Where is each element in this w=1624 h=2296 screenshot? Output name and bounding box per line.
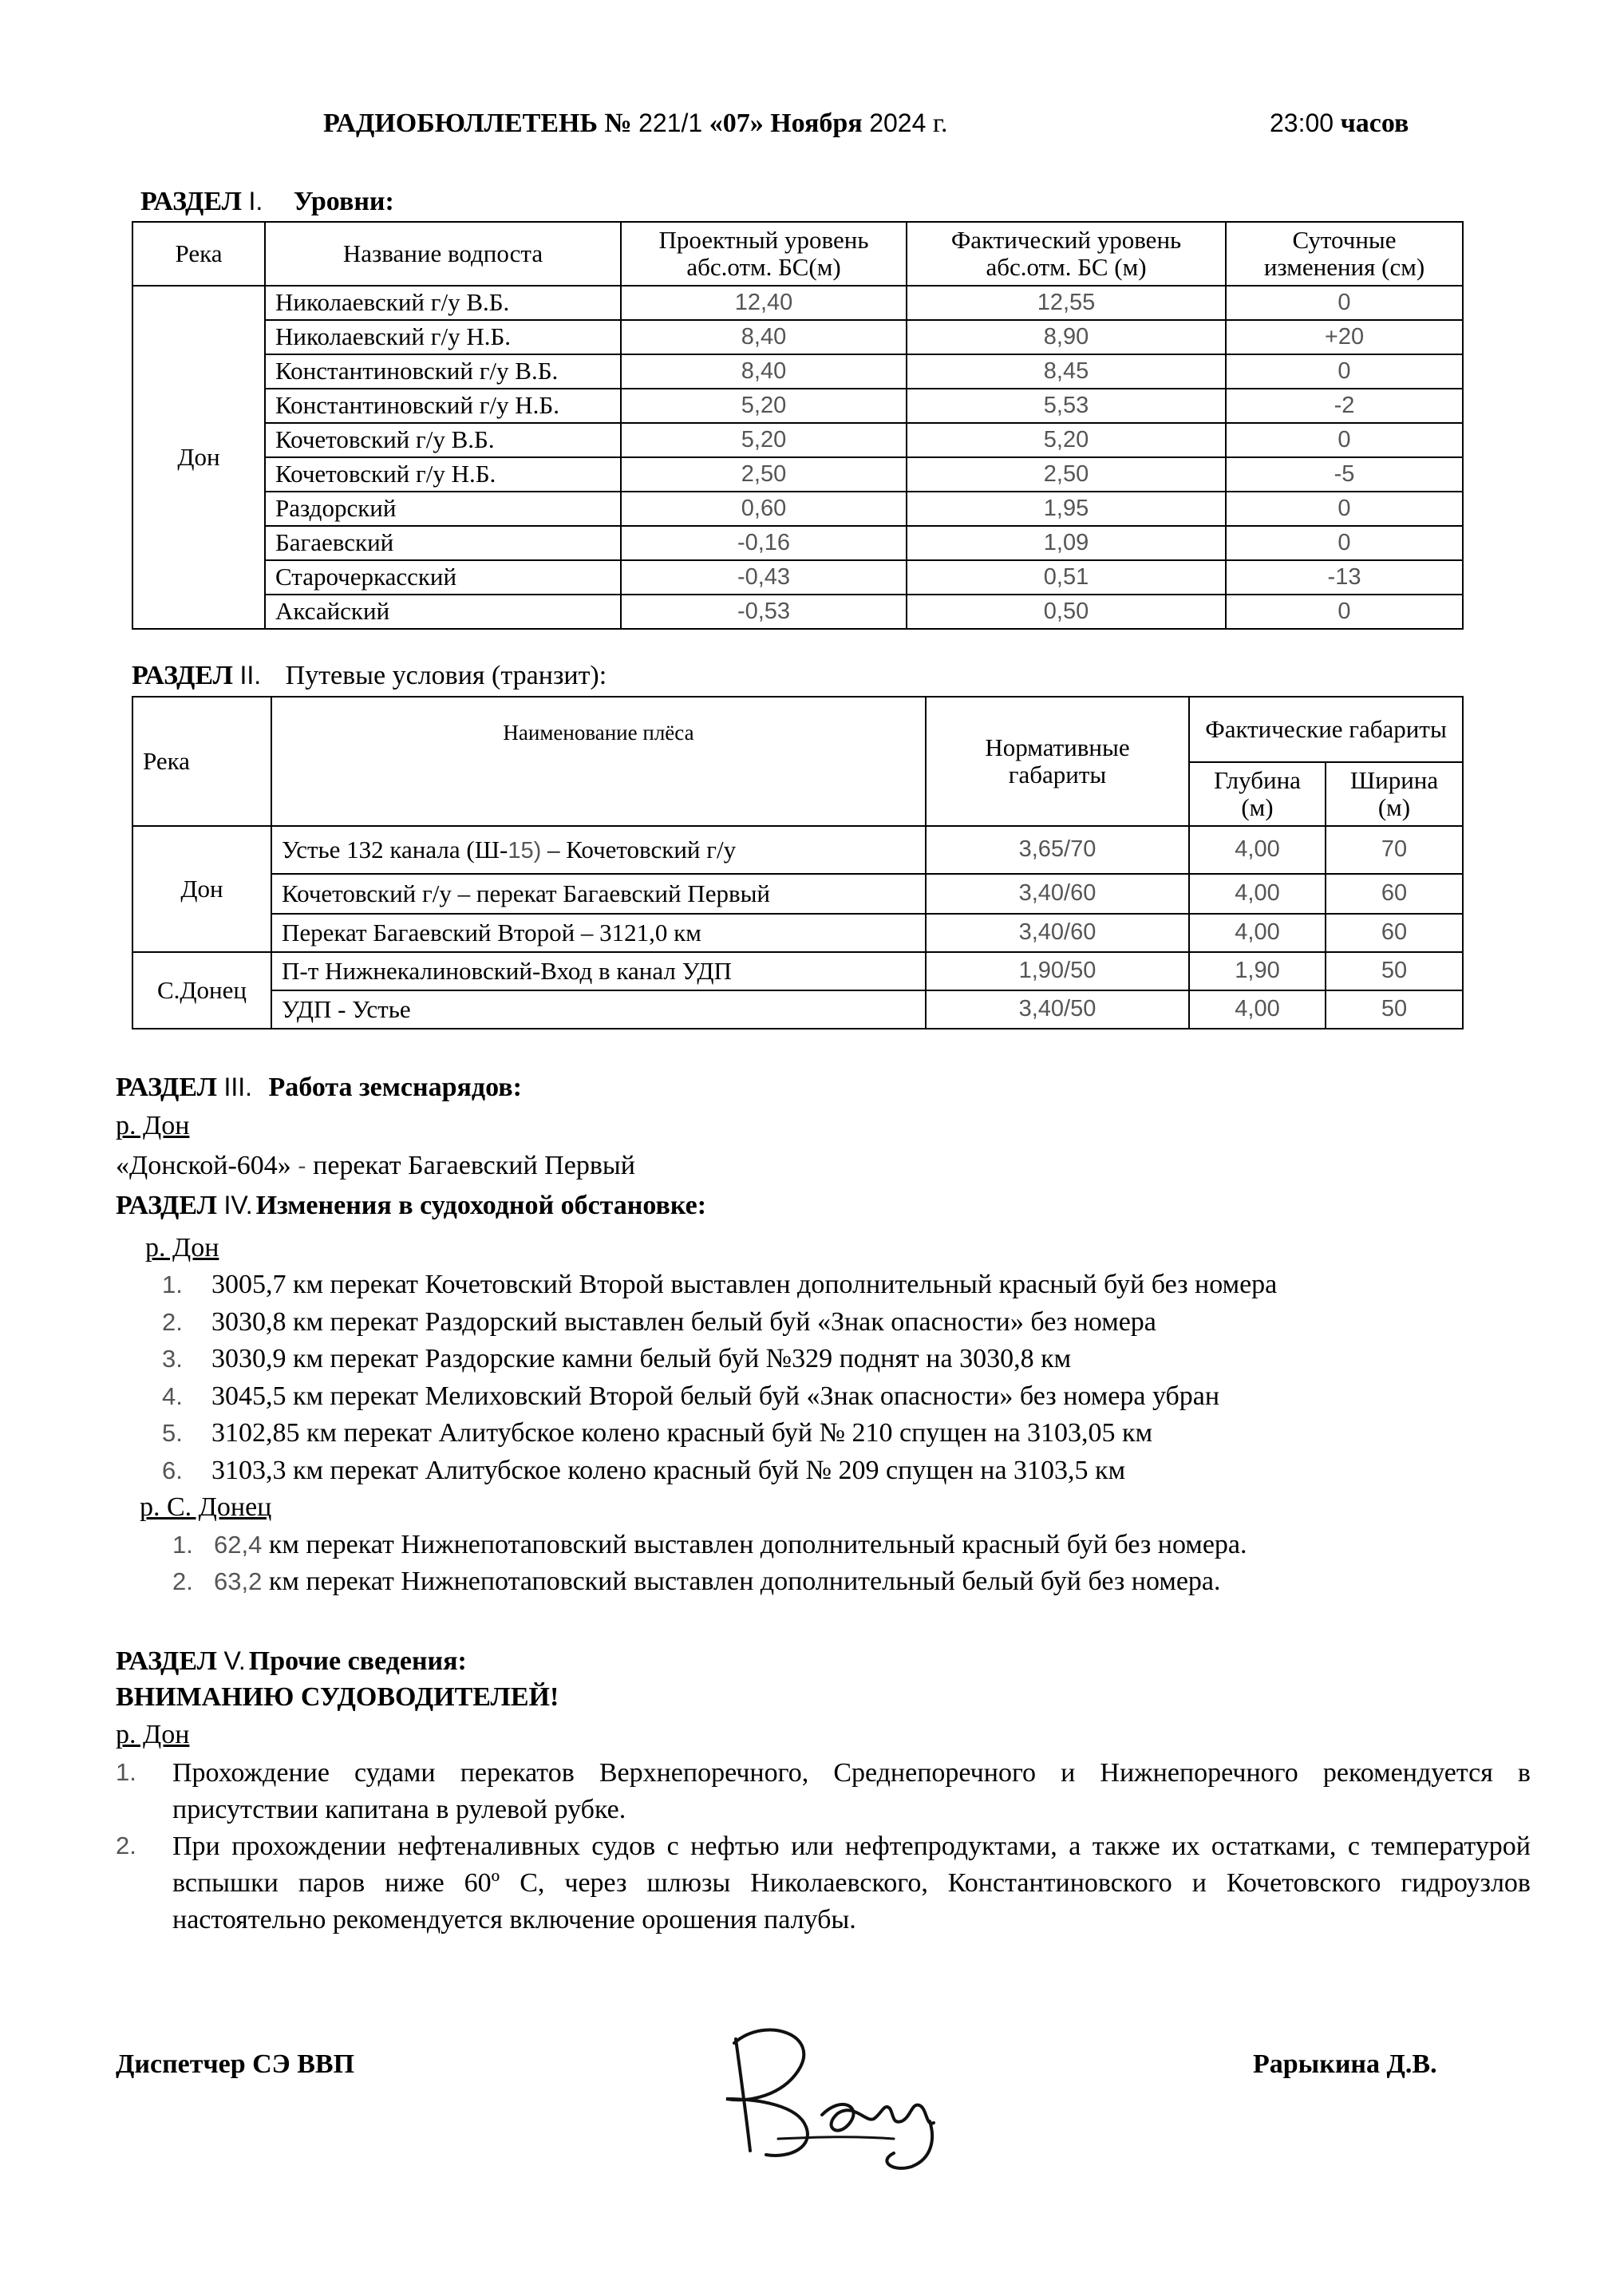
section3-river: р. Дон (116, 1111, 190, 1140)
normative-dimensions: 3,40/60 (926, 914, 1189, 952)
levels-river-cell: Дон (132, 286, 265, 629)
normative-dimensions: 3,65/70 (926, 826, 1189, 874)
list-item-number: 6. (162, 1456, 183, 1484)
section3-heading: Работа земснарядов: (268, 1073, 522, 1102)
notice-text: Прохождение судами перекатов Верхнепоречного, Среднепоречного и Нижнепоречного рекомендуется в присутствии капитана в рулевой рубке. (172, 1758, 1531, 1824)
list-item-number: 1. (172, 1531, 193, 1559)
post-name: Николаевский г/у В.Б. (265, 286, 621, 320)
stretch-name: Перекат Багаевский Второй – 3121,0 км (271, 914, 926, 952)
table-row (132, 526, 1463, 560)
table-row (132, 874, 1463, 914)
dispatcher-position: Диспетчер СЭ ВВП (116, 2049, 355, 2079)
notice-number: 2. (116, 1832, 136, 1859)
list-item-text: 3045,5 км перекат Мелиховский Второй белый буй «Знак опасности» без номера убран (211, 1381, 1220, 1411)
list-item-km: 63,2 (214, 1567, 263, 1595)
dredger-dash: - (298, 1152, 306, 1180)
stretch-name: П-т Нижнекалиновский-Вход в канал УДП (271, 952, 926, 990)
transit-header-normative: Нормативные габариты (926, 697, 1189, 826)
transit-header-stretch: Наименование плёса (271, 697, 926, 826)
list-item-number: 2. (162, 1308, 183, 1336)
post-name: Кочетовский г/у В.Б. (265, 423, 621, 457)
actual-level: 1,09 (907, 526, 1226, 560)
transit-river-cell: С.Донец (132, 952, 271, 1029)
post-name: Раздорский (265, 492, 621, 526)
post-name: Багаевский (265, 526, 621, 560)
actual-width: 70 (1326, 826, 1463, 874)
actual-width: 60 (1326, 914, 1463, 952)
section1-numeral: I. (248, 187, 263, 215)
stretch-name-text-end: – Кочетовский г/у (541, 835, 737, 863)
actual-level: 8,90 (907, 320, 1226, 354)
list-item-text: 3030,9 км перекат Раздорские камни белый буй №329 поднят на 3030,8 км (211, 1344, 1072, 1373)
actual-depth: 4,00 (1189, 990, 1326, 1029)
actual-level: 5,20 (907, 423, 1226, 457)
actual-level: 0,51 (907, 560, 1226, 595)
list-item-text: 3102,85 км перекат Алитубское колено красный буй № 210 спущен на 3103,05 км (211, 1418, 1153, 1448)
daily-change: 0 (1226, 595, 1463, 629)
actual-width: 60 (1326, 874, 1463, 914)
list-item-text: км перекат Нижнепотаповский выставлен дополнительный белый буй без номера. (262, 1567, 1221, 1596)
table-row (132, 914, 1463, 952)
post-name: Старочеркасский (265, 560, 621, 595)
header-time-suffix: часов (1340, 109, 1409, 138)
section2-title (132, 661, 607, 691)
table-row (132, 595, 1463, 629)
levels-header-actual: Фактический уровень абс.отм. БС (м) (907, 222, 1226, 286)
normative-dimensions: 3,40/60 (926, 874, 1189, 914)
stretch-name-text: Устье 132 канала (Ш- (282, 835, 508, 863)
signature-image (702, 2019, 974, 2179)
daily-change: -13 (1226, 560, 1463, 595)
list-item (162, 1456, 1125, 1486)
daily-change: +20 (1226, 320, 1463, 354)
list-item-number: 1. (162, 1271, 183, 1298)
section4-title (116, 1191, 706, 1221)
actual-depth: 4,00 (1189, 914, 1326, 952)
daily-change: 0 (1226, 354, 1463, 389)
list-item-text: 3103,3 км перекат Алитубское колено красный буй № 209 спущен на 3103,5 км (211, 1456, 1126, 1485)
list-item (162, 1307, 1156, 1338)
dispatcher-name: Рарыкина Д.В. (1253, 2049, 1437, 2079)
daily-change: 0 (1226, 526, 1463, 560)
design-level: 12,40 (621, 286, 907, 320)
table-row (132, 320, 1463, 354)
transit-header-river: Река (132, 697, 271, 826)
actual-level: 8,45 (907, 354, 1226, 389)
list-item-text: км перекат Нижнепотаповский выставлен дополнительный красный буй без номера. (262, 1530, 1247, 1559)
section1-label: РАЗДЕЛ (140, 187, 242, 216)
table-row (132, 826, 1463, 874)
list-item-number (116, 1831, 136, 1861)
design-level: 5,20 (621, 389, 907, 423)
header-year-suffix: г. (932, 109, 948, 138)
design-level: 8,40 (621, 320, 907, 354)
levels-header-row (132, 222, 1463, 286)
list-item (162, 1381, 1219, 1412)
actual-width: 50 (1326, 952, 1463, 990)
actual-width: 50 (1326, 990, 1463, 1029)
section4-heading: Изменения в судоходной обстановке: (255, 1191, 707, 1220)
section1-heading: Уровни: (293, 187, 394, 216)
daily-change: 0 (1226, 286, 1463, 320)
design-level: -0,16 (621, 526, 907, 560)
list-item-text: 3030,8 км перекат Раздорский выставлен белый буй «Знак опасности» без номера (211, 1307, 1156, 1337)
table-row (132, 492, 1463, 526)
section5-river: р. Дон (116, 1720, 190, 1749)
section5-numeral: V. (223, 1646, 246, 1675)
design-level: -0,53 (621, 595, 907, 629)
list-item-number: 3. (162, 1345, 183, 1373)
levels-table (132, 221, 1464, 630)
list-item (172, 1530, 1247, 1560)
list-item (162, 1270, 1277, 1300)
transit-header-width: Ширина (м) (1326, 762, 1463, 826)
table-row (132, 990, 1463, 1029)
list-item (162, 1418, 1152, 1448)
levels-header-river: Река (132, 222, 265, 286)
table-row (132, 457, 1463, 492)
design-level: 2,50 (621, 457, 907, 492)
section2-label: РАЗДЕЛ (132, 661, 233, 690)
normative-dimensions: 3,40/50 (926, 990, 1189, 1029)
daily-change: 0 (1226, 492, 1463, 526)
list-item-text: 3005,7 км перекат Кочетовский Второй выставлен дополнительный красный буй без номера (211, 1270, 1278, 1299)
stretch-name: Кочетовский г/у – перекат Багаевский Первый (271, 874, 926, 914)
table-row (132, 286, 1463, 320)
list-item-number: 2. (172, 1567, 193, 1595)
section3-numeral: III. (223, 1073, 253, 1101)
table-row (132, 423, 1463, 457)
header-time-block (1270, 109, 1409, 139)
design-level: 0,60 (621, 492, 907, 526)
section3-label: РАЗДЕЛ (116, 1073, 217, 1102)
transit-table (132, 696, 1464, 1029)
actual-depth: 4,00 (1189, 874, 1326, 914)
list-item-number: 5. (162, 1419, 183, 1447)
table-row (132, 389, 1463, 423)
post-name: Аксайский (265, 595, 621, 629)
list-item (162, 1344, 1071, 1374)
transit-header-depth: Глубина (м) (1189, 762, 1326, 826)
levels-header-post: Название водпоста (265, 222, 621, 286)
normative-dimensions: 1,90/50 (926, 952, 1189, 990)
dredger-location: перекат Багаевский Первый (313, 1151, 635, 1180)
design-level: 5,20 (621, 423, 907, 457)
list-item-number (116, 1757, 136, 1788)
header-number: 221/1 (638, 109, 703, 137)
daily-change: -5 (1226, 457, 1463, 492)
table-row (132, 560, 1463, 595)
design-level: 8,40 (621, 354, 907, 389)
levels-header-design: Проектный уровень абс.отм. БС(м) (621, 222, 907, 286)
stretch-name: УДП - Устье (271, 990, 926, 1029)
section4-don-label: р. Дон (145, 1233, 219, 1263)
header-time: 23:00 (1270, 109, 1334, 137)
section4-donets-label: р. С. Донец (140, 1492, 272, 1522)
daily-change: -2 (1226, 389, 1463, 423)
daily-change: 0 (1226, 423, 1463, 457)
transit-header-row (132, 697, 1463, 762)
dredger-line (116, 1151, 635, 1181)
header-year: 2024 (869, 109, 927, 137)
dredger-name: «Донской-604» (116, 1151, 291, 1180)
actual-depth: 1,90 (1189, 952, 1326, 990)
attention-heading: ВНИМАНИЮ СУДОВОДИТЕЛЕЙ! (116, 1682, 559, 1712)
post-name: Николаевский г/у Н.Б. (265, 320, 621, 354)
header-month: Ноября (770, 109, 863, 138)
section3-title (116, 1073, 522, 1103)
actual-level: 0,50 (907, 595, 1226, 629)
header-title: РАДИОБЮЛЛЕТЕНЬ № (323, 109, 632, 138)
table-row (132, 952, 1463, 990)
actual-level: 5,53 (907, 389, 1226, 423)
stretch-name-number: 15) (508, 837, 542, 863)
levels-header-daily: Суточные изменения (см) (1226, 222, 1463, 286)
section5-label: РАЗДЕЛ (116, 1646, 217, 1676)
section4-numeral: IV. (223, 1191, 253, 1219)
list-item-km: 62,4 (214, 1531, 263, 1559)
bulletin-header (323, 109, 1409, 139)
section5-heading: Прочие сведения: (248, 1646, 467, 1676)
transit-header-actual: Фактические габариты (1189, 697, 1463, 762)
post-name: Константиновский г/у В.Б. (265, 354, 621, 389)
actual-level: 1,95 (907, 492, 1226, 526)
stretch-name (271, 826, 926, 874)
actual-depth: 4,00 (1189, 826, 1326, 874)
post-name: Кочетовский г/у Н.Б. (265, 457, 621, 492)
post-name: Константиновский г/у Н.Б. (265, 389, 621, 423)
section5-title (116, 1646, 467, 1677)
section1-title (140, 187, 394, 217)
actual-level: 2,50 (907, 457, 1226, 492)
notice-number: 1. (116, 1758, 136, 1786)
list-item (172, 1567, 1221, 1597)
actual-level: 12,55 (907, 286, 1226, 320)
section2-numeral: II. (239, 661, 262, 690)
design-level: -0,43 (621, 560, 907, 595)
notice-text: При прохождении нефтеналивных судов с нефтью или нефтепродуктами, а также их остатками, с температурой вспышки паров ниже 60º С, через шлюзы Николаевского, Константиновского и Кочетовского гидроузлов настоятельно рекомендуется включение орошения палубы. (172, 1832, 1531, 1934)
table-row (132, 354, 1463, 389)
transit-river-cell: Дон (132, 826, 271, 952)
list-item-number: 4. (162, 1382, 183, 1410)
section2-heading: Путевые условия (транзит): (285, 661, 607, 690)
header-day: «07» (709, 109, 764, 138)
section4-label: РАЗДЕЛ (116, 1191, 217, 1220)
